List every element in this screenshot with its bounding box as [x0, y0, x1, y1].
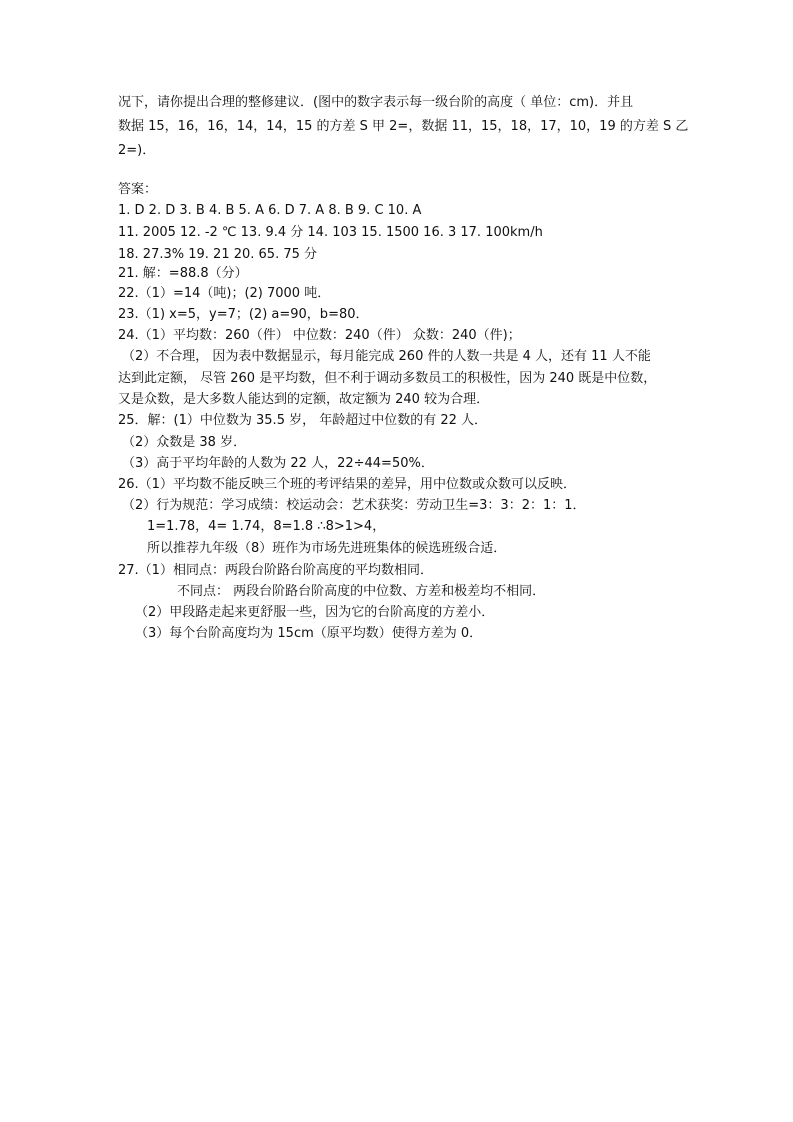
answer-line-17: 所以推荐九年级（8）班作为市场先进班集体的候选班级合适．: [147, 541, 507, 556]
answer-line-16: 1=1.78，4= 1.74，8=1.8 ∴8>1>4，: [147, 519, 386, 534]
intro-line-1: 况下，请你提出合理的整修建议．(图中的数字表示每一级台阶的高度（ 单位：cm)．并且: [118, 95, 634, 110]
answer-line-21: （3）每个台阶高度均为 15cm（原平均数）使得方差为 0．: [135, 626, 483, 641]
answer-line-10: 又是众数，是大多数人能达到的定额，故定额为 240 较为合理．: [118, 392, 490, 407]
answer-line-19: 不同点： 两段台阶路台阶高度的中位数、方差和极差均不相同．: [177, 584, 546, 599]
intro-line-2: 数据 15，16，16，14，14，15 的方差 S 甲 2=，数据 11，15，18，17，10，19 的方差 S 乙: [118, 119, 689, 134]
answer-line-1: 1. D 2. D 3. B 4. B 5. A 6. D 7. A 8. B 9. C 10. A: [118, 203, 422, 218]
answer-line-9: 达到此定额， 尽管 260 是平均数，但不利于调动多数员工的积极性，因为 240 既是中位数，: [118, 371, 657, 386]
answer-line-12: （2）众数是 38 岁．: [122, 435, 247, 450]
answer-line-4: 21. 解：=88.8（分）: [118, 266, 248, 281]
intro-line-3: 2=)．: [118, 143, 156, 158]
answer-line-3: 18. 27.3% 19. 21 20. 65. 75 分: [118, 247, 318, 262]
answer-line-5: 22.（1）=14（吨)；(2) 7000 吨．: [118, 286, 331, 301]
answers-heading: 答案：: [118, 182, 158, 197]
answer-line-7: 24.（1）平均数：260（件） 中位数：240（件） 众数：240（件)；: [118, 328, 521, 343]
answer-line-18: 27.（1）相同点：两段台阶路台阶高度的平均数相同．: [118, 563, 433, 578]
answer-line-14: 26.（1）平均数不能反映三个班的考评结果的差异，用中位数或众数可以反映．: [118, 477, 576, 492]
answer-line-13: （3）高于平均年龄的人数为 22 人，22÷44=50%．: [122, 456, 434, 471]
answer-line-6: 23.（1) x=5，y=7；(2) a=90，b=80．: [118, 307, 369, 322]
answer-line-2: 11. 2005 12. -2 ℃ 13. 9.4 分 14. 103 15. 1500 16. 3 17. 100km/h: [118, 225, 543, 240]
answer-line-11: 25．解：(1）中位数为 35.5 岁， 年龄超过中位数的有 22 人．: [118, 413, 488, 428]
answer-line-20: （2）甲段路走起来更舒服一些，因为它的台阶高度的方差小．: [135, 605, 495, 620]
answer-line-15: （2）行为规范：学习成绩：校运动会：艺术获奖：劳动卫生=3：3：2：1：1．: [122, 498, 586, 513]
answer-line-8: （2）不合理， 因为表中数据显示，每月能完成 260 件的人数一共是 4 人，还有 11 人不能: [122, 349, 651, 364]
